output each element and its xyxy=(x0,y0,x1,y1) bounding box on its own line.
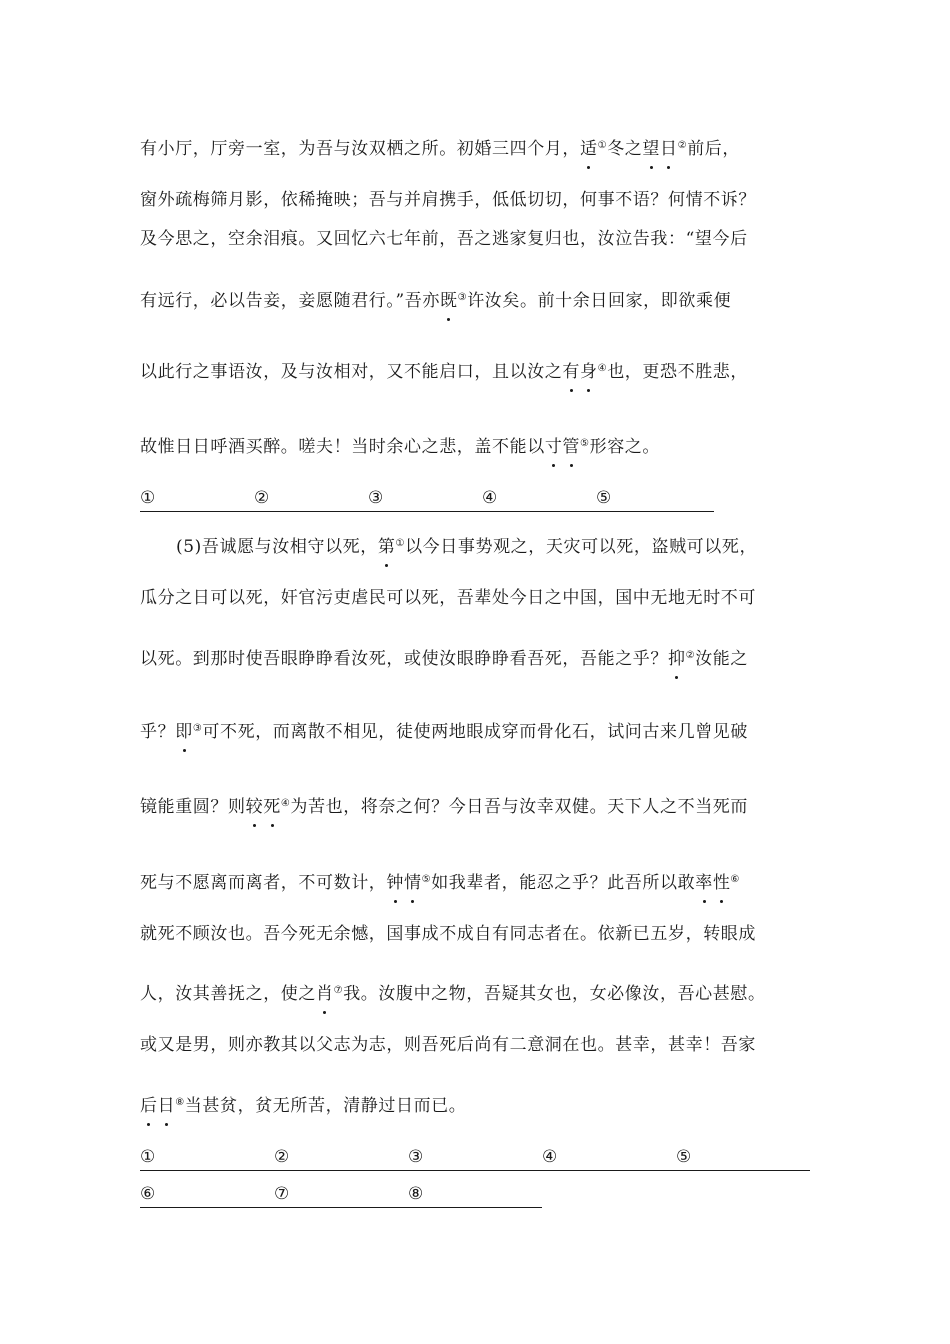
note-marker: ④ xyxy=(597,363,608,374)
text-line: 瓜分之日可以死，奸官污吏虐民可以死，吾辈处今日之中国，国中无地无时不可 xyxy=(140,588,756,608)
text-line: 及今思之，空余泪痕。又回忆六七年前，吾之逃家复归也，汝泣告我：“望今后 xyxy=(140,229,748,249)
emphasized-char: 有 xyxy=(562,362,581,382)
answer-blank-label: ⑤ xyxy=(676,1147,692,1167)
note-marker: ③ xyxy=(192,723,203,734)
emphasized-char: 情 xyxy=(404,873,422,893)
answer-blank-label: ⑧ xyxy=(408,1184,424,1204)
note-marker: ⑤ xyxy=(421,874,432,885)
note-marker: ① xyxy=(597,140,608,151)
note-marker: ③ xyxy=(457,292,468,303)
emphasized-char: 望 xyxy=(642,139,660,159)
emphasized-char: 第 xyxy=(377,537,396,557)
emphasized-char: 即 xyxy=(175,722,193,742)
emphasized-char: 死 xyxy=(263,797,281,817)
answer-blank-label: ② xyxy=(274,1147,290,1167)
answer-blanks xyxy=(140,1146,810,1171)
note-marker: ⑧ xyxy=(175,1097,185,1108)
emphasized-char: 适 xyxy=(580,139,598,159)
emphasized-char: 钟 xyxy=(386,873,405,893)
note-marker: ② xyxy=(677,140,688,151)
text-line: 或又是男，则亦教其以父志为志，则吾死后尚有二意洞在也。甚幸，甚幸！吾家 xyxy=(140,1035,756,1055)
emphasized-char: 肖 xyxy=(316,984,334,1004)
emphasized-char: 寸 xyxy=(544,437,563,457)
note-marker: ⑦ xyxy=(333,985,344,996)
text-line: (5)吾诚愿与汝相守以死，第①以今日事势观之，天灾可以死，盗贼可以死， xyxy=(176,537,758,557)
text-line: 乎？即③可不死，而离散不相见，徒使两地眼成穿而骨化石，试问古来几曾见破 xyxy=(140,722,748,742)
text-line: 镜能重圆？则较死④为苦也，将奈之何？今日吾与汝幸双健。天下人之不当死而 xyxy=(140,797,749,817)
answer-blank-label: ① xyxy=(140,488,156,508)
text-line: 有小厅，厅旁一室，为吾与汝双栖之所。初婚三四个月，适①冬之望日②前后， xyxy=(140,139,740,159)
text-line: 以死。到那时使吾眼睁睁看汝死，或使汝眼睁睁看吾死，吾能之乎？抑②汝能之 xyxy=(140,649,748,669)
emphasized-char: 抑 xyxy=(668,649,686,669)
answer-blank-label: ⑦ xyxy=(274,1184,290,1204)
emphasized-char: 性 xyxy=(712,873,731,893)
text-line: 后日⑧当甚贫，贫无所苦，清静过日而已。 xyxy=(140,1096,467,1116)
emphasized-char: 率 xyxy=(695,873,713,893)
emphasized-char: 既 xyxy=(440,291,458,311)
text-line: 故惟日日呼酒买醉。嗟夫！当时余心之悲，盖不能以寸管⑤形容之。 xyxy=(140,437,661,457)
emphasized-char: 后 xyxy=(140,1096,158,1116)
answer-blank-label: ④ xyxy=(542,1147,558,1167)
text-line: 就死不顾汝也。吾今死无余憾，国事成不成自有同志者在。依新已五岁，转眼成 xyxy=(140,924,756,944)
note-marker: ① xyxy=(395,538,406,549)
answer-blanks xyxy=(140,487,714,512)
answer-blank-label: ③ xyxy=(408,1147,424,1167)
emphasized-char: 日 xyxy=(157,1096,176,1116)
answer-blank-label: ② xyxy=(254,488,270,508)
text-line: 窗外疏梅筛月影，依稀掩映；吾与并肩携手，低低切切，何事不语？何情不诉？ xyxy=(140,190,756,210)
answer-blank-label: ④ xyxy=(482,488,498,508)
emphasized-char: 较 xyxy=(245,797,264,817)
text-line: 死与不愿离而离者，不可数计，钟情⑤如我辈者，能忍之乎？此吾所以敢率性⑥ xyxy=(140,873,740,893)
answer-blank-label: ③ xyxy=(368,488,384,508)
answer-blank-label: ⑥ xyxy=(140,1184,156,1204)
note-marker: ④ xyxy=(280,798,291,809)
note-marker: ⑤ xyxy=(580,438,590,449)
note-marker: ⑥ xyxy=(730,874,740,885)
answer-blank-label: ⑤ xyxy=(596,488,612,508)
answer-blanks xyxy=(140,1183,542,1208)
text-line: 有远行，必以告妾，妾愿随君行。”吾亦既③许汝矣。前十余日回家，即欲乘便 xyxy=(140,291,732,311)
text-line: 人，汝其善抚之，使之肖⑦我。汝腹中之物，吾疑其女也，女必像汝，吾心甚慰。 xyxy=(140,984,766,1004)
answer-blank-label: ① xyxy=(140,1147,156,1167)
emphasized-char: 管 xyxy=(562,437,581,457)
text-line: 以此行之事语汝，及与汝相对，又不能启口，且以汝之有身④也，更恐不胜悲， xyxy=(140,362,749,382)
note-marker: ② xyxy=(685,650,696,661)
emphasized-char: 身 xyxy=(580,362,598,382)
emphasized-char: 日 xyxy=(660,139,678,159)
